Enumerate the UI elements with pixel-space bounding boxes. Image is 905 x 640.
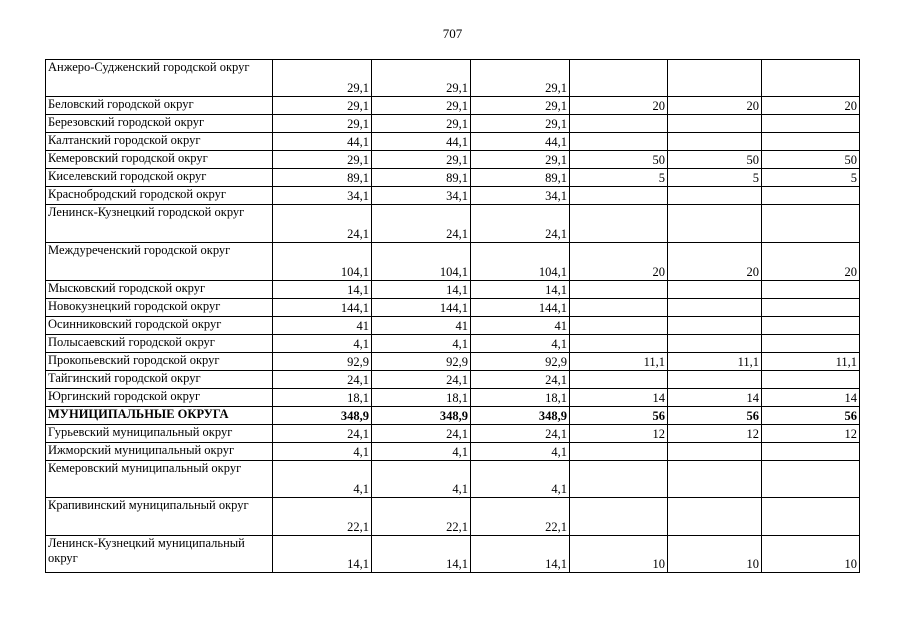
row-name-cell: Калтанский городской округ — [46, 133, 273, 151]
value-cell — [668, 115, 762, 133]
value-cell: 4,1 — [372, 443, 471, 461]
value-cell: 44,1 — [372, 133, 471, 151]
value-cell: 11,1 — [762, 353, 860, 371]
value-cell: 11,1 — [668, 353, 762, 371]
row-name-cell: Юргинский городской округ — [46, 389, 273, 407]
row-name-cell: Киселевский городской округ — [46, 169, 273, 187]
row-name-cell: Полысаевский городской округ — [46, 335, 273, 353]
value-cell: 22,1 — [273, 498, 372, 536]
value-cell: 50 — [570, 151, 668, 169]
table-row — [46, 299, 860, 317]
value-cell: 14,1 — [471, 536, 570, 573]
value-cell: 348,9 — [471, 407, 570, 425]
value-cell: 56 — [570, 407, 668, 425]
value-cell — [570, 299, 668, 317]
table-row — [46, 281, 860, 299]
value-cell: 4,1 — [471, 461, 570, 498]
value-cell — [762, 443, 860, 461]
value-cell — [570, 443, 668, 461]
value-cell — [668, 443, 762, 461]
value-cell: 34,1 — [471, 187, 570, 205]
value-cell: 34,1 — [273, 187, 372, 205]
value-cell — [570, 335, 668, 353]
row-name-cell: Краснобродский городской округ — [46, 187, 273, 205]
value-cell — [668, 299, 762, 317]
value-cell: 89,1 — [273, 169, 372, 187]
table-row — [46, 205, 860, 243]
value-cell: 10 — [668, 536, 762, 573]
value-cell — [570, 498, 668, 536]
value-cell: 348,9 — [372, 407, 471, 425]
value-cell: 5 — [668, 169, 762, 187]
value-cell: 5 — [570, 169, 668, 187]
value-cell — [762, 461, 860, 498]
row-name-cell: Гурьевский муниципальный округ — [46, 425, 273, 443]
value-cell — [762, 115, 860, 133]
value-cell — [668, 133, 762, 151]
value-cell: 29,1 — [273, 60, 372, 97]
value-cell: 29,1 — [273, 115, 372, 133]
value-cell: 41 — [273, 317, 372, 335]
value-cell: 14 — [762, 389, 860, 407]
value-cell — [762, 317, 860, 335]
value-cell: 20 — [570, 97, 668, 115]
table-row — [46, 461, 860, 498]
value-cell — [668, 371, 762, 389]
table-row — [46, 243, 860, 281]
value-cell: 44,1 — [471, 133, 570, 151]
value-cell: 56 — [762, 407, 860, 425]
value-cell — [570, 205, 668, 243]
table-row — [46, 425, 860, 443]
table-row — [46, 371, 860, 389]
row-name-cell: Кемеровский городской округ — [46, 151, 273, 169]
value-cell: 18,1 — [372, 389, 471, 407]
value-cell: 89,1 — [372, 169, 471, 187]
value-cell: 14 — [668, 389, 762, 407]
table-row — [46, 97, 860, 115]
value-cell: 18,1 — [471, 389, 570, 407]
table-row — [46, 169, 860, 187]
value-cell — [668, 281, 762, 299]
value-cell: 24,1 — [273, 425, 372, 443]
value-cell — [668, 461, 762, 498]
value-cell: 29,1 — [372, 115, 471, 133]
table-row — [46, 389, 860, 407]
value-cell: 29,1 — [471, 97, 570, 115]
value-cell — [762, 205, 860, 243]
value-cell — [668, 205, 762, 243]
value-cell — [762, 299, 860, 317]
value-cell — [668, 60, 762, 97]
value-cell: 14 — [570, 389, 668, 407]
value-cell — [668, 317, 762, 335]
value-cell — [570, 371, 668, 389]
value-cell: 50 — [668, 151, 762, 169]
value-cell: 14,1 — [471, 281, 570, 299]
row-name-cell: Ленинск-Кузнецкий городской округ — [46, 205, 273, 243]
value-cell — [668, 187, 762, 205]
value-cell: 92,9 — [372, 353, 471, 371]
row-name-cell: Крапивинский муниципальный округ — [46, 498, 273, 536]
row-name-cell: Тайгинский городской округ — [46, 371, 273, 389]
value-cell: 104,1 — [471, 243, 570, 281]
value-cell: 41 — [471, 317, 570, 335]
value-cell: 104,1 — [273, 243, 372, 281]
value-cell: 20 — [570, 243, 668, 281]
value-cell: 24,1 — [273, 371, 372, 389]
value-cell: 29,1 — [372, 151, 471, 169]
value-cell: 104,1 — [372, 243, 471, 281]
value-cell: 89,1 — [471, 169, 570, 187]
row-name-cell: Ленинск-Кузнецкий муниципальный округ — [46, 536, 273, 573]
value-cell: 24,1 — [471, 425, 570, 443]
table-row — [46, 443, 860, 461]
value-cell: 56 — [668, 407, 762, 425]
row-name-cell: МУНИЦИПАЛЬНЫЕ ОКРУГА — [46, 407, 273, 425]
value-cell: 29,1 — [273, 151, 372, 169]
value-cell: 44,1 — [273, 133, 372, 151]
value-cell: 4,1 — [471, 443, 570, 461]
value-cell — [762, 335, 860, 353]
table-row — [46, 317, 860, 335]
value-cell — [762, 281, 860, 299]
value-cell: 14,1 — [372, 536, 471, 573]
table-row — [46, 498, 860, 536]
value-cell — [570, 317, 668, 335]
table-row — [46, 151, 860, 169]
row-name-cell: Беловский городской округ — [46, 97, 273, 115]
value-cell: 20 — [668, 97, 762, 115]
value-cell: 5 — [762, 169, 860, 187]
value-cell: 14,1 — [372, 281, 471, 299]
value-cell: 29,1 — [372, 60, 471, 97]
value-cell — [762, 498, 860, 536]
value-cell: 29,1 — [273, 97, 372, 115]
value-cell: 50 — [762, 151, 860, 169]
table-row — [46, 115, 860, 133]
value-cell: 12 — [762, 425, 860, 443]
value-cell: 29,1 — [372, 97, 471, 115]
value-cell: 34,1 — [372, 187, 471, 205]
value-cell: 24,1 — [372, 425, 471, 443]
value-cell: 24,1 — [273, 205, 372, 243]
value-cell: 12 — [570, 425, 668, 443]
value-cell: 24,1 — [471, 371, 570, 389]
value-cell: 92,9 — [471, 353, 570, 371]
row-name-cell: Осинниковский городской округ — [46, 317, 273, 335]
value-cell: 10 — [570, 536, 668, 573]
value-cell: 4,1 — [471, 335, 570, 353]
row-name-cell: Прокопьевский городской округ — [46, 353, 273, 371]
value-cell: 144,1 — [372, 299, 471, 317]
value-cell: 4,1 — [273, 443, 372, 461]
table-row — [46, 60, 860, 97]
table-row — [46, 353, 860, 371]
value-cell: 24,1 — [471, 205, 570, 243]
value-cell: 11,1 — [570, 353, 668, 371]
row-name-cell: Анжеро-Судженский городской округ — [46, 60, 273, 97]
value-cell: 4,1 — [372, 335, 471, 353]
value-cell: 18,1 — [273, 389, 372, 407]
value-cell — [570, 60, 668, 97]
value-cell — [668, 498, 762, 536]
value-cell: 29,1 — [471, 151, 570, 169]
value-cell — [668, 335, 762, 353]
row-name-cell: Березовский городской округ — [46, 115, 273, 133]
value-cell: 41 — [372, 317, 471, 335]
row-name-cell: Мысковский городской округ — [46, 281, 273, 299]
value-cell: 4,1 — [273, 335, 372, 353]
value-cell: 22,1 — [471, 498, 570, 536]
value-cell: 92,9 — [273, 353, 372, 371]
value-cell — [570, 133, 668, 151]
table-row — [46, 187, 860, 205]
value-cell — [762, 187, 860, 205]
row-name-cell: Новокузнецкий городской округ — [46, 299, 273, 317]
row-name-cell: Междуреченский городской округ — [46, 243, 273, 281]
value-cell: 144,1 — [471, 299, 570, 317]
table-row — [46, 536, 860, 573]
value-cell — [762, 371, 860, 389]
value-cell — [570, 461, 668, 498]
value-cell — [570, 115, 668, 133]
value-cell: 24,1 — [372, 205, 471, 243]
value-cell: 20 — [668, 243, 762, 281]
table-row — [46, 133, 860, 151]
table-row — [46, 407, 860, 425]
row-name-cell: Кемеровский муниципальный округ — [46, 461, 273, 498]
page-number: 707 — [442, 26, 463, 41]
value-cell — [570, 281, 668, 299]
value-cell: 14,1 — [273, 536, 372, 573]
value-cell: 22,1 — [372, 498, 471, 536]
value-cell: 144,1 — [273, 299, 372, 317]
value-cell — [570, 187, 668, 205]
value-cell: 12 — [668, 425, 762, 443]
value-cell: 14,1 — [273, 281, 372, 299]
table-row — [46, 335, 860, 353]
value-cell: 348,9 — [273, 407, 372, 425]
value-cell: 29,1 — [471, 60, 570, 97]
value-cell: 29,1 — [471, 115, 570, 133]
value-cell: 10 — [762, 536, 860, 573]
value-cell — [762, 133, 860, 151]
value-cell: 20 — [762, 97, 860, 115]
value-cell — [762, 60, 860, 97]
value-cell: 20 — [762, 243, 860, 281]
budget-table — [45, 59, 860, 573]
row-name-cell: Ижморский муниципальный округ — [46, 443, 273, 461]
value-cell: 4,1 — [372, 461, 471, 498]
value-cell: 4,1 — [273, 461, 372, 498]
value-cell: 24,1 — [372, 371, 471, 389]
